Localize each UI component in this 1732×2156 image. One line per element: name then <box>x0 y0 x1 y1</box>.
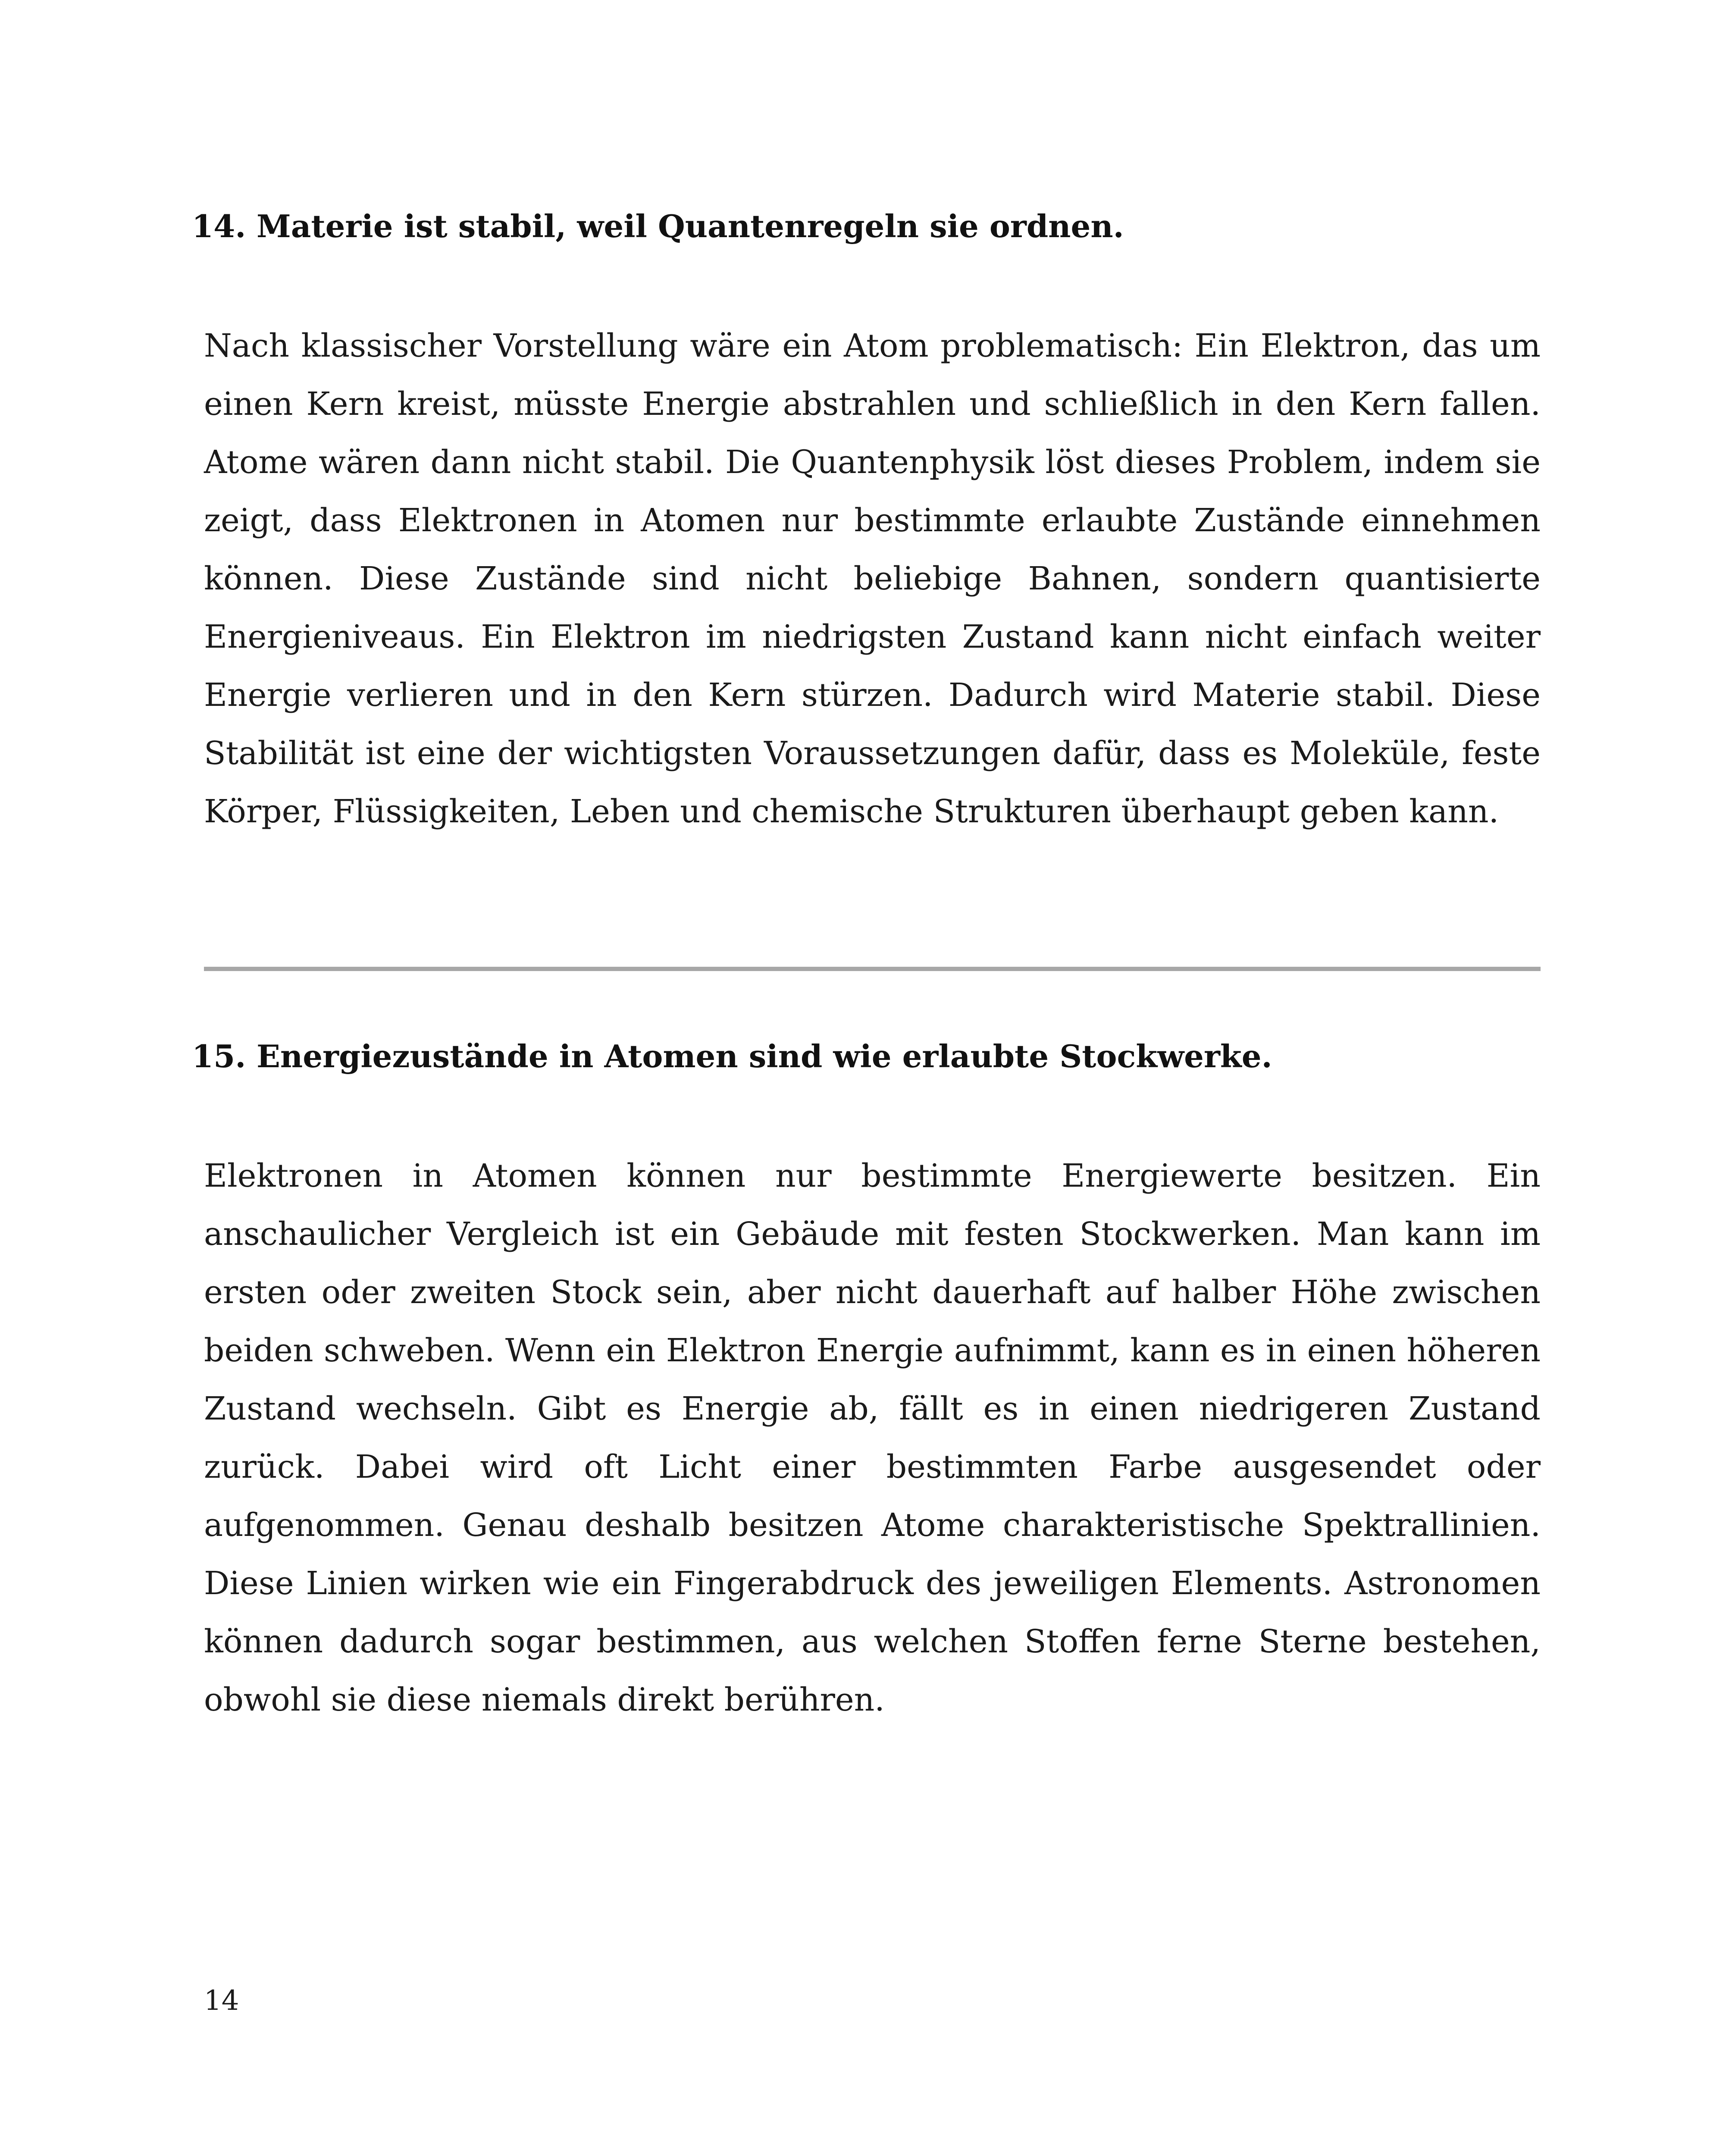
section-14 <box>192 203 1541 841</box>
section-number: 14. <box>192 208 246 244</box>
section-title: Energiezustände in Atomen sind wie erlaubte Stockwerke. <box>257 1038 1272 1075</box>
section-divider <box>204 967 1541 971</box>
section-number: 15. <box>192 1038 246 1075</box>
section-heading <box>192 203 1541 250</box>
section-title: Materie ist stabil, weil Quantenregeln sie ordnen. <box>257 208 1124 244</box>
section-heading <box>192 1033 1541 1080</box>
section-body: Nach klassischer Vorstellung wäre ein Atom problematisch: Ein Elektron, das um einen Kern kreist, müsste Energie abstrahlen und schließlich in den Kern fallen. Atome wären dann nicht stabil. Die Quantenphysik löst dieses Problem, indem sie zeigt, dass Elektronen in Atomen nur bestimmte erlaubte Zustände einnehmen können. Diese Zustände sind nicht beliebige Bahnen, sondern quantisierte Energieniveaus. Ein Elektron im niedrigsten Zustand kann nicht einfach weiter Energie verlieren und in den Kern stürzen. Dadurch wird Materie stabil. Diese Stabilität ist eine der wichtigsten Voraussetzungen dafür, dass es Moleküle, feste Körper, Flüssigkeiten, Leben und chemische Strukturen überhaupt geben kann. <box>204 327 1541 830</box>
section-15 <box>192 1033 1541 1729</box>
section-body: Elektronen in Atomen können nur bestimmte Energiewerte besitzen. Ein anschaulicher Vergleich ist ein Gebäude mit festen Stockwerken. Man kann im ersten oder zweiten Stock sein, aber nicht dauerhaft auf halber Höhe zwischen beiden schweben. Wenn ein Elektron Energie aufnimmt, kann es in einen höheren Zustand wechseln. Gibt es Energie ab, fällt es in einen niedrigeren Zustand zurück. Dabei wird oft Licht einer bestimmten Farbe ausgesendet oder aufgenommen. Genau deshalb besitzen Atome charakteristische Spektrallinien. Diese Linien wirken wie ein Fingerabdruck des jeweiligen Elements. Astronomen können dadurch sogar bestimmen, aus welchen Stoffen ferne Sterne bestehen, obwohl sie diese niemals direkt berühren. <box>204 1157 1541 1718</box>
page-number: 14 <box>204 1985 239 2017</box>
